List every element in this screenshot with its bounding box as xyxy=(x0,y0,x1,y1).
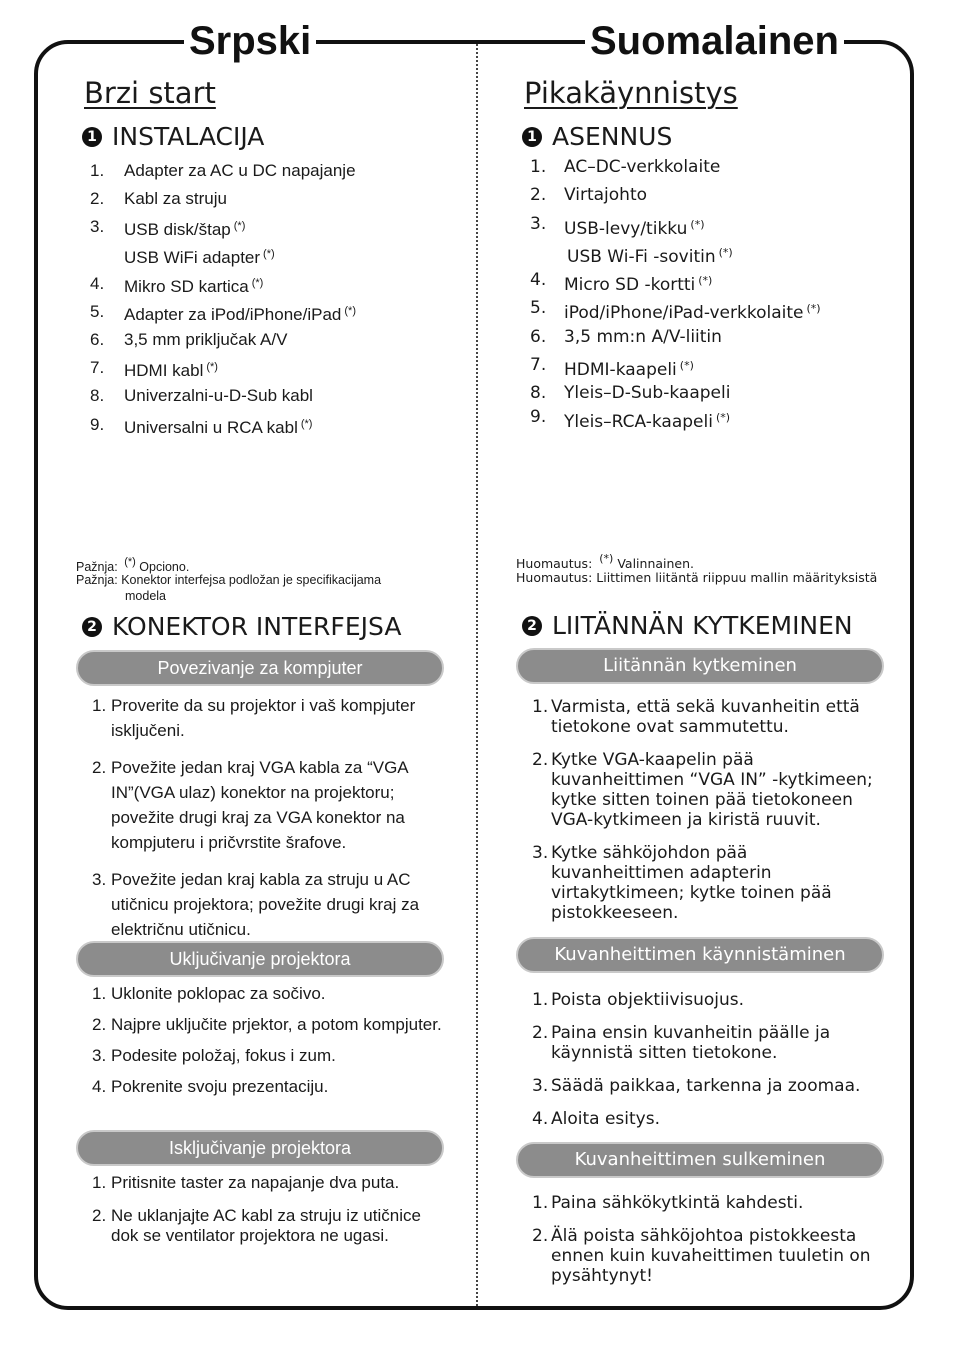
section-bar-connect: Povezivanje za kompjuter xyxy=(76,650,444,686)
optional-mark: (*) xyxy=(233,220,246,232)
step-item xyxy=(532,1076,882,1096)
item-text: Adapter za iPod/iPhone/iPad (*) xyxy=(124,305,356,324)
step-text: Älä poista sähköjohtoa pistokkeesta ennen kuin kuvaheittimen tuuletin on pysähtynyt! xyxy=(551,1226,871,1286)
step-two-icon: 2 xyxy=(522,616,542,636)
item-number: 1. xyxy=(90,161,105,180)
item-text: HDMI kabl (*) xyxy=(124,361,218,380)
item-number: 5. xyxy=(90,302,105,321)
section-bar-power-off: Kuvanheittimen sulkeminen xyxy=(516,1142,884,1178)
item-text: Mikro SD kartica (*) xyxy=(124,277,264,296)
step-number: 3. xyxy=(92,1046,107,1065)
step-number: 1. xyxy=(92,984,107,1003)
optional-mark: (*) xyxy=(251,277,264,289)
item-text: Yleis–RCA-kaapeli (*) xyxy=(564,411,731,432)
step-two-icon: 2 xyxy=(82,617,102,637)
step-text: Povežite jedan kraj VGA kabla za “VGA IN”(VGA ulaz) konektor na projektoru; povežite drugi kraj za VGA konektor na kompjuteru i pričvrstite šrafove. xyxy=(111,758,408,852)
step-item xyxy=(92,755,442,855)
list-item xyxy=(76,245,496,265)
power-off-steps xyxy=(92,1173,442,1259)
optional-mark: (*) xyxy=(679,359,694,372)
item-number: 8. xyxy=(530,383,547,403)
connector-heading-text: KONEKTOR INTERFEJSA xyxy=(112,612,402,641)
power-on-steps xyxy=(532,990,882,1142)
step-number: 2. xyxy=(532,1023,549,1043)
step-number: 1. xyxy=(532,990,549,1010)
step-text: Pritisnite taster za napajanje dva puta. xyxy=(111,1173,400,1192)
optional-mark: (*) xyxy=(718,246,733,259)
connect-steps xyxy=(532,697,882,936)
item-text: Univerzalni-u-D-Sub kabl xyxy=(124,386,313,405)
step-number: 2. xyxy=(92,1015,107,1034)
optional-mark: (*) xyxy=(715,411,731,424)
note-connector-line2: modela xyxy=(125,589,166,603)
step-item xyxy=(92,1046,442,1066)
list-item xyxy=(76,302,496,322)
list-item xyxy=(76,217,496,237)
item-text: USB-levy/tikku (*) xyxy=(564,218,705,239)
step-item xyxy=(532,843,882,923)
note-connector: Huomautus: Liittimen liitäntä riippuu mallin määrityksistä xyxy=(516,570,878,585)
installation-heading xyxy=(522,122,672,151)
list-item xyxy=(516,384,936,404)
item-text: Adapter za AC u DC napajanje xyxy=(124,161,356,180)
optional-mark: (*) xyxy=(206,361,218,373)
step-text: Proverite da su projektor i vaš kompjuter isključeni. xyxy=(111,696,416,740)
step-item xyxy=(532,1193,882,1213)
item-number: 4. xyxy=(90,274,105,293)
connector-heading xyxy=(82,612,401,641)
item-text: iPod/iPhone/iPad-verkkolaite (*) xyxy=(564,302,821,323)
item-text: Universalni u RCA kabl (*) xyxy=(124,418,313,437)
section-bar-power-off: Isključivanje projektora xyxy=(76,1130,444,1166)
step-text: Paina sähkökytkintä kahdesti. xyxy=(551,1193,804,1213)
step-item xyxy=(92,1206,442,1246)
step-text: Varmista, että sekä kuvanheitin että tietokone ovat sammutettu. xyxy=(551,697,860,737)
step-item xyxy=(92,1173,442,1193)
step-one-icon: 1 xyxy=(522,127,542,147)
step-item xyxy=(532,1109,882,1129)
step-text: Kytke VGA-kaapelin pää kuvanheittimen “VGA IN” -kytkimeen; kytke sitten toinen pää tietokoneen VGA-kytkimeen ja kiristä ruuvit. xyxy=(551,750,873,830)
step-text: Uklonite poklopac za sočivo. xyxy=(111,984,326,1003)
list-item xyxy=(516,214,936,239)
step-number: 1. xyxy=(92,1173,107,1192)
item-number: 2. xyxy=(530,185,547,205)
step-text: Kytke sähköjohdon pää kuvanheittimen adapterin virtakytkimeen; kytke toinen pää pistokkeeseen. xyxy=(551,843,832,923)
item-number: 6. xyxy=(90,330,105,349)
item-number: 9. xyxy=(90,415,105,434)
note-connector: Pažnja: Konektor interfejsa podložan je specifikacijama xyxy=(76,573,382,587)
list-item xyxy=(516,243,936,267)
item-number: 7. xyxy=(530,355,547,375)
note-optional: Pažnja: (*) Opciono. xyxy=(76,556,190,574)
step-number: 1. xyxy=(92,696,107,715)
list-item xyxy=(516,186,936,206)
step-text: Paina ensin kuvanheitin päälle ja käynnistä sitten tietokone. xyxy=(551,1023,831,1063)
item-text: AC–DC-verkkolaite xyxy=(564,157,721,177)
step-number: 4. xyxy=(92,1077,107,1096)
installation-heading-text: INSTALACIJA xyxy=(112,122,265,151)
item-text: 3,5 mm priključak A/V xyxy=(124,330,288,349)
list-item xyxy=(76,330,496,350)
power-on-steps xyxy=(92,984,442,1108)
language-title-finnish: Suomalainen xyxy=(585,14,844,70)
step-number: 1. xyxy=(532,697,549,717)
quick-start-title: Pikakäynnistys xyxy=(524,76,738,110)
section-bar-power-on: Kuvanheittimen käynnistäminen xyxy=(516,937,884,973)
installation-heading xyxy=(82,122,264,151)
item-text: HDMI-kaapeli (*) xyxy=(564,359,694,380)
list-item xyxy=(516,407,936,432)
connector-heading-text: LIITÄNNÄN KYTKEMINEN xyxy=(552,611,853,640)
list-item xyxy=(516,355,936,380)
list-item xyxy=(76,274,496,294)
optional-mark: (*) xyxy=(263,248,275,260)
step-item xyxy=(532,1023,882,1063)
quick-start-title: Brzi start xyxy=(84,76,216,110)
list-item xyxy=(76,415,496,435)
optional-mark: (*) xyxy=(806,302,821,315)
item-number: 5. xyxy=(530,298,547,318)
section-bar-connect: Liitännän kytkeminen xyxy=(516,648,884,684)
step-number: 3. xyxy=(92,870,107,889)
optional-mark: (*) xyxy=(344,305,356,317)
list-item xyxy=(516,298,936,323)
optional-mark: (*) xyxy=(300,418,313,430)
step-number: 2. xyxy=(92,1206,107,1225)
step-text: Aloita esitys. xyxy=(551,1109,660,1129)
step-item xyxy=(532,697,882,737)
item-text: USB disk/štap (*) xyxy=(124,220,246,239)
step-item xyxy=(92,984,442,1004)
step-item xyxy=(92,693,442,743)
step-text: Pokrenite svoju prezentaciju. xyxy=(111,1077,329,1096)
step-number: 2. xyxy=(532,750,549,770)
step-number: 2. xyxy=(92,758,107,777)
item-number: 3. xyxy=(530,214,547,234)
list-item xyxy=(76,161,496,181)
item-text: Yleis–D-Sub-kaapeli xyxy=(564,383,731,403)
item-text: Micro SD -kortti (*) xyxy=(564,274,713,295)
list-item xyxy=(516,158,936,178)
optional-mark: (*) xyxy=(698,274,713,287)
section-bar-power-on: Uključivanje projektora xyxy=(76,941,444,977)
item-text: USB WiFi adapter (*) xyxy=(124,248,275,267)
language-title-serbian: Srpski xyxy=(184,14,316,70)
step-number: 4. xyxy=(532,1109,549,1129)
connector-heading xyxy=(522,611,853,640)
step-one-icon: 1 xyxy=(82,127,102,147)
item-number: 4. xyxy=(530,270,547,290)
step-item xyxy=(532,1226,882,1286)
step-item xyxy=(92,1015,442,1035)
step-text: Podesite položaj, fokus i zum. xyxy=(111,1046,336,1065)
step-item xyxy=(92,867,442,942)
item-number: 9. xyxy=(530,407,547,427)
step-text: Najpre uključite prjektor, a potom kompjuter. xyxy=(111,1015,442,1034)
list-item xyxy=(516,270,936,295)
step-text: Ne uklanjajte AC kabl za struju iz utičnice dok se ventilator projektora ne ugasi. xyxy=(111,1206,421,1245)
step-number: 2. xyxy=(532,1226,549,1246)
power-off-steps xyxy=(532,1193,882,1299)
step-text: Säädä paikkaa, tarkenna ja zoomaa. xyxy=(551,1076,861,1096)
optional-mark: (*) xyxy=(690,218,705,231)
item-number: 7. xyxy=(90,358,105,377)
item-text: Virtajohto xyxy=(564,185,648,205)
step-item xyxy=(532,750,882,830)
step-item xyxy=(92,1077,442,1097)
list-item xyxy=(76,358,496,378)
item-number: 8. xyxy=(90,386,105,405)
item-number: 6. xyxy=(530,327,547,347)
step-number: 1. xyxy=(532,1193,549,1213)
list-item xyxy=(76,189,496,209)
step-number: 3. xyxy=(532,843,549,863)
item-number: 2. xyxy=(90,189,105,208)
installation-heading-text: ASENNUS xyxy=(552,122,673,151)
list-item xyxy=(516,328,936,348)
item-text: Kabl za struju xyxy=(124,189,227,208)
item-number: 1. xyxy=(530,157,547,177)
step-number: 3. xyxy=(532,1076,549,1096)
step-text: Povežite jedan kraj kabla za struju u AC utičnicu projektora; povežite drugi kraj za električnu utičnicu. xyxy=(111,870,420,939)
list-item xyxy=(76,386,496,406)
item-number: 3. xyxy=(90,217,105,236)
item-text: USB Wi-Fi -sovitin (*) xyxy=(567,246,733,267)
step-text: Poista objektiivisuojus. xyxy=(551,990,745,1010)
item-text: 3,5 mm:n A/V-liitin xyxy=(564,327,722,347)
step-item xyxy=(532,990,882,1010)
connect-steps xyxy=(92,693,442,954)
note-optional: Huomautus: (*) Valinnainen. xyxy=(516,552,695,571)
